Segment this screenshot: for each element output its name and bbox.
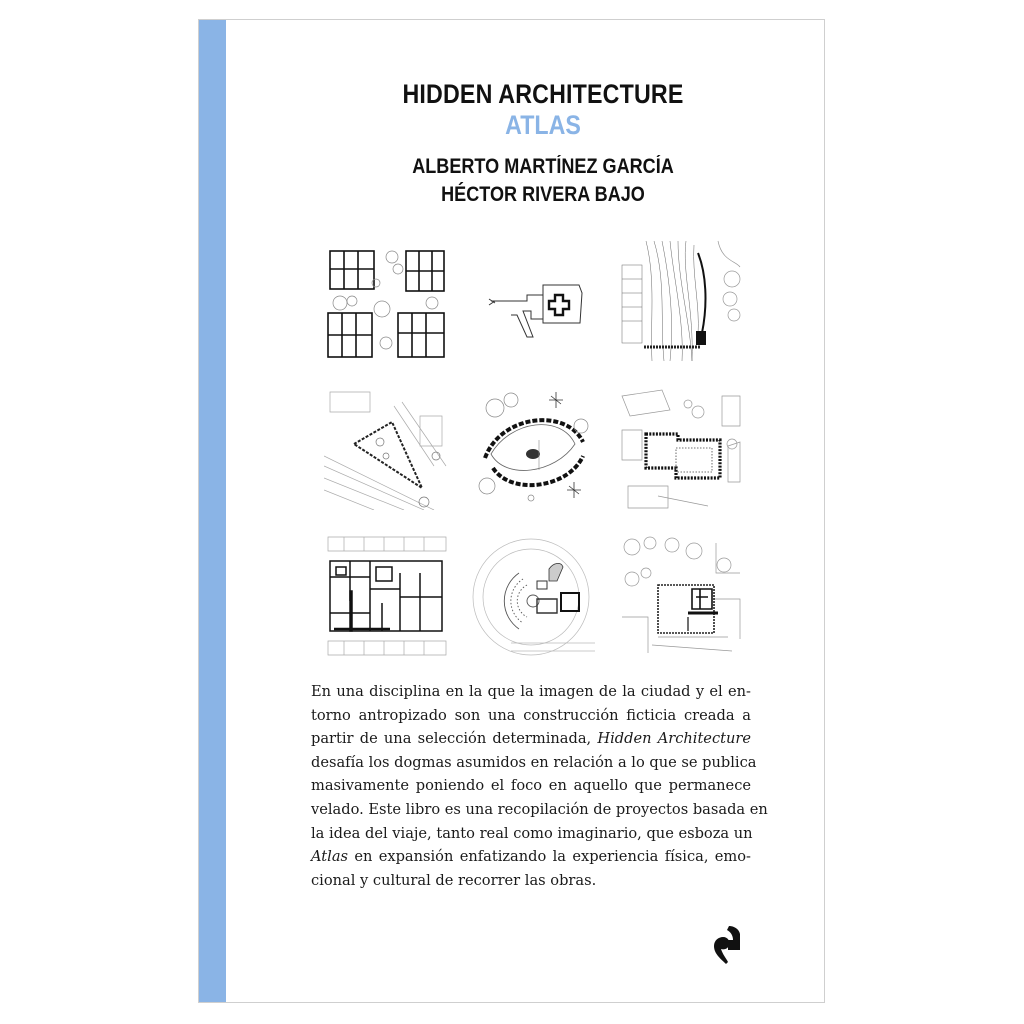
publisher-logo-icon (712, 920, 744, 968)
plan-tile-5 (471, 386, 595, 510)
oval-courtyard-plan-icon (471, 386, 595, 510)
book-title: HIDDEN ARCHITECTURE (402, 79, 684, 109)
blurb-line: velado. Este libro es una recopilación de proyectos basada en (311, 800, 768, 818)
plan-tile-7 (324, 533, 448, 657)
blurb-line (311, 845, 751, 869)
plan-tile-3 (618, 239, 742, 363)
blurb-line: masivamente poniendo el foco en aquello que permanece (311, 777, 751, 795)
triangular-block-plan-icon (324, 386, 448, 510)
row-houses-plan-icon (324, 239, 448, 363)
blurb-text (311, 680, 768, 892)
plan-tile-9 (618, 533, 742, 657)
circular-pavilion-plan-icon (471, 533, 595, 657)
walled-garden-plan-icon (618, 533, 742, 657)
italic-atlas: Atlas (311, 848, 349, 866)
authors (301, 153, 784, 209)
plan-tile-6 (618, 386, 742, 510)
author-2: HÉCTOR RIVERA BAJO (441, 183, 645, 206)
blurb-text-span: partir de una selección determinada, (311, 730, 598, 748)
terraced-landscape-plan-icon (618, 239, 742, 363)
book-back-cover (198, 19, 825, 1003)
cover-header (226, 78, 824, 209)
blurb-line: torno antropizado son una construcción ficticia creada a (311, 706, 751, 724)
accent-stripe (199, 20, 226, 1002)
cloister-plan-icon (618, 386, 742, 510)
plan-tile-4 (324, 386, 448, 510)
cross-chapel-plan-icon (471, 239, 595, 363)
plan-tile-2 (471, 239, 595, 363)
dense-medina-plan-icon (324, 533, 448, 657)
blurb-line: cional y cultural de recorrer las obras. (311, 871, 597, 889)
book-subtitle: ATLAS (505, 110, 581, 140)
blurb-line: desafía los dogmas asumidos en relación a lo que se publica (311, 753, 757, 771)
blurb-line: En una disciplina en la que la imagen de la ciudad y el en- (311, 683, 751, 700)
blurb-line (311, 727, 751, 751)
plan-tile-8 (471, 533, 595, 657)
blurb-line: la idea del viaje, tanto real como imaginario, que esboza un (311, 824, 753, 842)
author-1: ALBERTO MARTÍNEZ GARCÍA (412, 155, 674, 178)
plan-grid (324, 239, 744, 659)
italic-title: Hidden Architecture (597, 730, 751, 748)
blurb-text-span: en expansión enfatizando la experiencia física, emo- (348, 848, 751, 866)
plan-tile-1 (324, 239, 448, 363)
